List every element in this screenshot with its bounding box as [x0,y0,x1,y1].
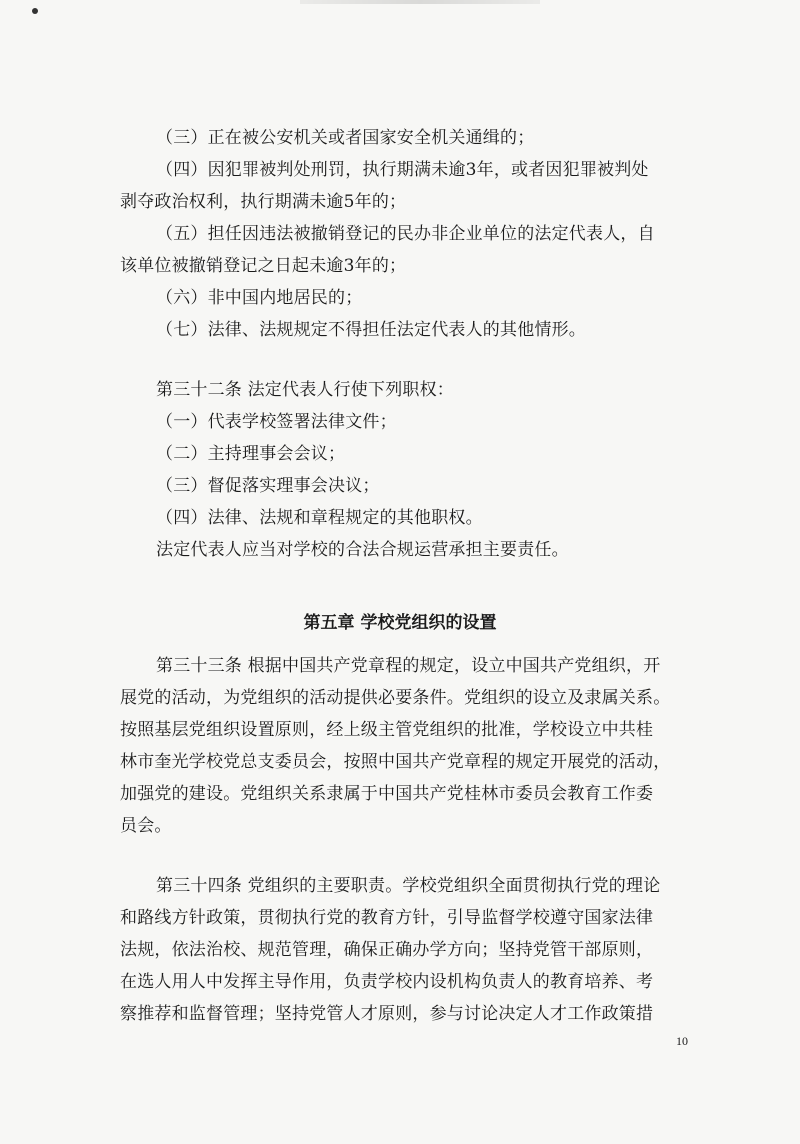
text-line: （四）因犯罪被判处刑罚，执行期满未逾3年，或者因犯罪被判处 [156,160,649,180]
clause-list-disqualifications [120,122,716,346]
text-line: （六）非中国内地居民的； [156,288,363,308]
text-line: 剥夺政治权利，执行期满未逾5年的； [120,192,407,212]
text-line: （一）代表学校签署法律文件； [156,412,397,432]
text-line: 按照基层党组织设置原则，经上级主管党组织的批准，学校设立中共桂 [120,720,654,740]
article-34 [120,870,716,1030]
text-line: 员会。 [120,816,172,836]
text-line: （三）督促落实理事会决议； [156,476,380,496]
text-line: 法定代表人应当对学校的合法合规运营承担主要责任。 [156,540,569,560]
text-line: 第三十二条 法定代表人行使下列职权： [156,380,455,400]
chapter-heading: 第五章 学校党组织的设置 [303,613,497,633]
scan-mark [32,8,38,14]
page-number: 10 [676,1034,688,1048]
text-line: （四）法律、法规和章程规定的其他职权。 [156,508,483,528]
text-line: 展党的活动，为党组织的活动提供必要条件。党组织的设立及隶属关系。 [120,688,671,708]
text-line: （五）担任因违法被撤销登记的民办非企业单位的法定代表人，自 [156,224,655,244]
text-line: （七）法律、法规规定不得担任法定代表人的其他情形。 [156,320,586,340]
text-line: 法规，依法治校、规范管理，确保正确办学方向；坚持党管干部原则， [120,940,654,960]
text-line: 在选人用人中发挥主导作用，负责学校内设机构负责人的教育培养、考 [120,972,654,992]
text-line: 林市奎光学校党总支委员会，按照中国共产党章程的规定开展党的活动， [120,752,671,772]
scan-artifact [300,0,540,4]
article-33 [120,650,716,842]
text-line: （二）主持理事会会议； [156,444,346,464]
text-line: 和路线方针政策，贯彻执行党的教育方针，引导监督学校遵守国家法律 [120,908,654,928]
article-32 [156,374,716,566]
text-line: 该单位被撤销登记之日起未逾3年的； [120,256,407,276]
text-line: 第三十三条 根据中国共产党章程的规定，设立中国共产党组织，开 [156,656,661,676]
text-line: 第三十四条 党组织的主要职责。学校党组织全面贯彻执行党的理论 [156,876,661,896]
text-line: 加强党的建设。党组织关系隶属于中国共产党桂林市委员会教育工作委 [120,784,654,804]
text-line: （三）正在被公安机关或者国家安全机关通缉的； [156,128,535,148]
text-line: 察推荐和监督管理；坚持党管人才原则，参与讨论决定人才工作政策措 [120,1004,654,1024]
